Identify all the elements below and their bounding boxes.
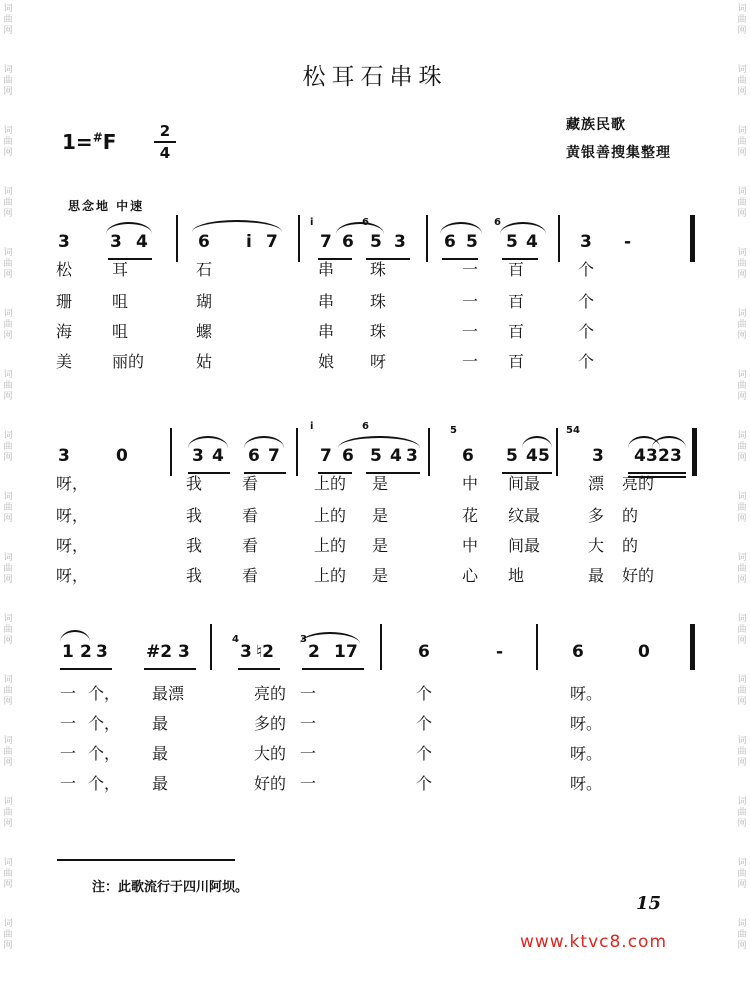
lyric-word: 个， [88, 714, 121, 733]
lyric-word: 是 [372, 566, 389, 585]
song-genre: 藏族民歌 [566, 117, 626, 133]
grace-note: 6 [362, 421, 369, 432]
slur-arc [500, 222, 546, 234]
lyric-word: 珠 [370, 260, 387, 279]
beam-underline [238, 668, 280, 670]
barline [210, 624, 212, 670]
key-signature [62, 130, 116, 154]
jianpu-note: 4 [634, 446, 646, 466]
barline [380, 624, 382, 670]
grace-note: i [310, 217, 314, 228]
lyric-word: 一 [300, 714, 317, 733]
jianpu-note: 7 [266, 232, 278, 252]
lyric-word: 串 [318, 322, 335, 341]
song-collector: 黄银善搜集整理 [566, 145, 671, 161]
jianpu-note: 0 [116, 446, 128, 466]
lyric-word: 咀 [112, 292, 129, 311]
grace-note: 54 [566, 425, 580, 436]
lyric-word: 我 [186, 506, 203, 525]
lyric-word: 心 [462, 566, 479, 585]
beam-underline [302, 668, 364, 670]
lyric-word: 珊 [56, 292, 73, 311]
lyric-word: 一 [60, 744, 77, 763]
watermark-glyphs: 词 曲 网 [3, 736, 13, 768]
lyric-word: 上的 [314, 474, 347, 493]
lyric-word: 一 [462, 260, 479, 279]
jianpu-note: 5 [370, 446, 382, 466]
lyric-word: 一 [60, 684, 77, 703]
lyric-word: 个， [88, 744, 121, 763]
lyric-word: 最 [152, 774, 169, 793]
watermark-glyphs: 词 曲 网 [737, 553, 747, 585]
lyric-word: 松 [56, 260, 73, 279]
final-barline [690, 215, 695, 262]
lyric-word: 上的 [314, 536, 347, 555]
jianpu-note: 7 [320, 446, 332, 466]
key-prefix: 1= [62, 130, 93, 154]
lyric-word: 呀， [56, 566, 89, 585]
grace-note: 6 [494, 217, 501, 228]
lyric-word: 呀， [56, 536, 89, 555]
lyric-word: 一 [462, 292, 479, 311]
jianpu-note: 1 [334, 642, 346, 662]
lyric-word: 一 [462, 352, 479, 371]
grace-note: i [310, 421, 314, 432]
lyric-word: 看 [242, 536, 259, 555]
lyric-word: 咀 [112, 322, 129, 341]
jianpu-note: 3 [592, 446, 604, 466]
watermark-glyphs: 词 曲 网 [737, 675, 747, 707]
lyric-word: 我 [186, 566, 203, 585]
jianpu-note: 6 [342, 232, 354, 252]
lyric-word: 百 [508, 352, 525, 371]
slur-arc [60, 630, 90, 642]
lyric-word: 的 [622, 506, 639, 525]
jianpu-note: 1 [62, 642, 74, 662]
jianpu-note: - [624, 232, 632, 252]
lyric-word: 是 [372, 506, 389, 525]
jianpu-note: 2 [308, 642, 320, 662]
jianpu-note: 3 [96, 642, 108, 662]
lyric-word: 百 [508, 322, 525, 341]
barline [536, 624, 538, 670]
jianpu-note: 3 [178, 642, 190, 662]
slur-arc [522, 436, 552, 448]
beam-underline [144, 668, 196, 670]
lyric-word: 大的 [254, 744, 287, 763]
jianpu-note: i [246, 232, 252, 252]
lyric-word: 是 [372, 536, 389, 555]
jianpu-note: 5 [538, 446, 550, 466]
footnote: 注：此歌流行于四川阿坝。 [92, 880, 249, 895]
footnote-rule [57, 859, 235, 861]
jianpu-note: 3 [110, 232, 122, 252]
lyric-word: 看 [242, 474, 259, 493]
lyric-word: 间最 [508, 536, 541, 555]
lyric-word: 中 [462, 474, 479, 493]
tempo-marking: 思念地 中速 [68, 199, 145, 213]
barline [176, 215, 178, 262]
watermark-glyphs: 词 曲 网 [3, 797, 13, 829]
slur-arc [188, 436, 228, 448]
lyric-word: 亮的 [254, 684, 287, 703]
watermark-glyphs: 词 曲 网 [737, 736, 747, 768]
lyric-word: 个， [88, 684, 121, 703]
watermark-right [735, 0, 749, 982]
lyric-word: 大 [588, 536, 605, 555]
watermark-glyphs: 词 曲 网 [737, 248, 747, 280]
lyric-word: 一 [300, 684, 317, 703]
lyric-word: 个 [416, 774, 433, 793]
final-barline [692, 428, 697, 476]
lyric-word: 间最 [508, 474, 541, 493]
jianpu-note: 5 [506, 446, 518, 466]
lyric-word: 呀。 [570, 684, 603, 703]
grace-note: 5 [450, 425, 457, 436]
jianpu-note: 7 [320, 232, 332, 252]
watermark-glyphs: 词 曲 网 [737, 919, 747, 951]
watermark-glyphs: 词 曲 网 [737, 126, 747, 158]
key-accidental: # [92, 130, 103, 145]
lyric-word: 看 [242, 566, 259, 585]
lyric-word: 珠 [370, 322, 387, 341]
lyric-word: 上的 [314, 566, 347, 585]
lyric-word: 呀。 [570, 714, 603, 733]
grace-note: 3 [300, 634, 307, 645]
final-barline [690, 624, 695, 670]
jianpu-note: 5 [506, 232, 518, 252]
lyric-word: 一 [462, 322, 479, 341]
barline [296, 428, 298, 476]
grace-note: 6 [362, 217, 369, 228]
barline [170, 428, 172, 476]
barline [428, 428, 430, 476]
jianpu-note: 2 [658, 446, 670, 466]
lyric-word: 螺 [196, 322, 213, 341]
jianpu-note: 2 [80, 642, 92, 662]
lyric-word: 个 [578, 352, 595, 371]
jianpu-note: 3 [58, 232, 70, 252]
lyric-word: 的 [622, 536, 639, 555]
jianpu-note: 5 [370, 232, 382, 252]
watermark-glyphs: 词 曲 网 [3, 309, 13, 341]
watermark-glyphs: 词 曲 网 [3, 675, 13, 707]
watermark-glyphs: 词 曲 网 [737, 370, 747, 402]
lyric-word: 石 [196, 260, 213, 279]
jianpu-note: 6 [418, 642, 430, 662]
song-title: 松耳石串珠 [302, 64, 448, 90]
watermark-left [1, 0, 15, 982]
jianpu-note: 3 [646, 446, 658, 466]
lyric-word: 漂 [588, 474, 605, 493]
slur-arc [336, 222, 384, 234]
lyric-word: 纹最 [508, 506, 541, 525]
lyric-word: 海 [56, 322, 73, 341]
lyric-word: 耳 [112, 260, 129, 279]
slur-arc [300, 632, 360, 644]
lyric-word: 一 [60, 774, 77, 793]
lyric-word: 看 [242, 506, 259, 525]
watermark-glyphs: 词 曲 网 [3, 370, 13, 402]
watermark-glyphs: 词 曲 网 [737, 614, 747, 646]
watermark-glyphs: 词 曲 网 [737, 4, 747, 36]
jianpu-note: 3 [394, 232, 406, 252]
watermark-glyphs: 词 曲 网 [3, 919, 13, 951]
lyric-word: 姑 [196, 352, 213, 371]
lyric-word: 呀， [56, 474, 89, 493]
jianpu-note: 5 [466, 232, 478, 252]
slur-arc [192, 220, 282, 232]
jianpu-note: - [496, 642, 504, 662]
lyric-word: 中 [462, 536, 479, 555]
watermark-glyphs: 词 曲 网 [737, 797, 747, 829]
jianpu-note: 6 [248, 446, 260, 466]
lyric-word: 一 [300, 744, 317, 763]
watermark-glyphs: 词 曲 网 [737, 431, 747, 463]
lyric-word: 我 [186, 474, 203, 493]
lyric-word: 最 [152, 744, 169, 763]
slur-arc [440, 222, 482, 234]
lyric-word: 个 [416, 714, 433, 733]
watermark-glyphs: 词 曲 网 [3, 614, 13, 646]
meter-bottom: 4 [159, 144, 171, 162]
lyric-word: 百 [508, 292, 525, 311]
lyric-word: 个， [88, 774, 121, 793]
lyric-word: 是 [372, 474, 389, 493]
lyric-word: 丽的 [112, 352, 145, 371]
jianpu-note: 3 [580, 232, 592, 252]
lyric-word: 一 [60, 714, 77, 733]
watermark-glyphs: 词 曲 网 [3, 431, 13, 463]
lyric-word: 个 [578, 322, 595, 341]
barline [556, 428, 558, 476]
jianpu-note: 6 [342, 446, 354, 466]
watermark-glyphs: 词 曲 网 [3, 187, 13, 219]
watermark-glyphs: 词 曲 网 [737, 858, 747, 890]
jianpu-note: 3 [406, 446, 418, 466]
jianpu-note: 7 [268, 446, 280, 466]
lyric-word: 我 [186, 536, 203, 555]
jianpu-note: 3 [670, 446, 682, 466]
lyric-word: 珠 [370, 292, 387, 311]
jianpu-note: 4 [390, 446, 402, 466]
lyric-word: 最 [588, 566, 605, 585]
lyric-word: 个 [416, 744, 433, 763]
jianpu-note: 6 [198, 232, 210, 252]
watermark-glyphs: 词 曲 网 [3, 492, 13, 524]
lyric-word: 呀， [56, 506, 89, 525]
watermark-glyphs: 词 曲 网 [3, 858, 13, 890]
watermark-glyphs: 词 曲 网 [737, 492, 747, 524]
lyric-word: 瑚 [196, 292, 213, 311]
lyric-word: 最 [152, 714, 169, 733]
jianpu-note: 3 [58, 446, 70, 466]
lyric-word: 一 [300, 774, 317, 793]
lyric-word: 最漂 [152, 684, 185, 703]
jianpu-note: 4 [526, 446, 538, 466]
watermark-glyphs: 词 曲 网 [3, 4, 13, 36]
watermark-glyphs: 词 曲 网 [3, 248, 13, 280]
lyric-word: 个 [416, 684, 433, 703]
jianpu-note: 4 [526, 232, 538, 252]
lyric-word: 个 [578, 292, 595, 311]
lyric-word: 呀。 [570, 774, 603, 793]
site-url: www.ktvc8.com [520, 932, 667, 952]
jianpu-note: 4 [212, 446, 224, 466]
page-number: 15 [636, 893, 662, 914]
lyric-word: 多 [588, 506, 605, 525]
lyric-word: 呀。 [570, 744, 603, 763]
time-signature [154, 122, 176, 162]
slur-arc [106, 222, 152, 234]
watermark-glyphs: 词 曲 网 [3, 65, 13, 97]
watermark-glyphs: 词 曲 网 [737, 187, 747, 219]
lyric-word: 美 [56, 352, 73, 371]
barline [426, 215, 428, 262]
slur-arc [244, 436, 284, 448]
grace-note: 4 [232, 634, 239, 645]
barline [558, 215, 560, 262]
watermark-glyphs: 词 曲 网 [3, 126, 13, 158]
jianpu-note: 6 [572, 642, 584, 662]
lyric-word: 上的 [314, 506, 347, 525]
jianpu-note: 7 [346, 642, 358, 662]
lyric-word: 好的 [254, 774, 287, 793]
lyric-word: 百 [508, 260, 525, 279]
watermark-glyphs: 词 曲 网 [3, 553, 13, 585]
watermark-glyphs: 词 曲 网 [737, 309, 747, 341]
watermark-glyphs: 词 曲 网 [737, 65, 747, 97]
jianpu-note: 3 [192, 446, 204, 466]
lyric-word: 亮的 [622, 474, 655, 493]
slur-arc [338, 436, 420, 448]
jianpu-note: 0 [638, 642, 650, 662]
beam-underline [60, 668, 112, 670]
lyric-word: 多的 [254, 714, 287, 733]
jianpu-note: 6 [462, 446, 474, 466]
lyric-word: 花 [462, 506, 479, 525]
lyric-word: 个 [578, 260, 595, 279]
key-tonic: F [102, 130, 117, 154]
slur-arc [652, 436, 686, 448]
meter-top: 2 [159, 122, 171, 140]
jianpu-note: #2 [146, 642, 173, 662]
jianpu-note: 6 [444, 232, 456, 252]
jianpu-note: ♮2 [256, 642, 274, 662]
jianpu-note: 4 [136, 232, 148, 252]
lyric-word: 呀 [370, 352, 387, 371]
lyric-word: 好的 [622, 566, 655, 585]
jianpu-note: 3 [240, 642, 252, 662]
lyric-word: 串 [318, 260, 335, 279]
lyric-word: 串 [318, 292, 335, 311]
lyric-word: 娘 [318, 352, 335, 371]
lyric-word: 地 [508, 566, 525, 585]
barline [298, 215, 300, 262]
